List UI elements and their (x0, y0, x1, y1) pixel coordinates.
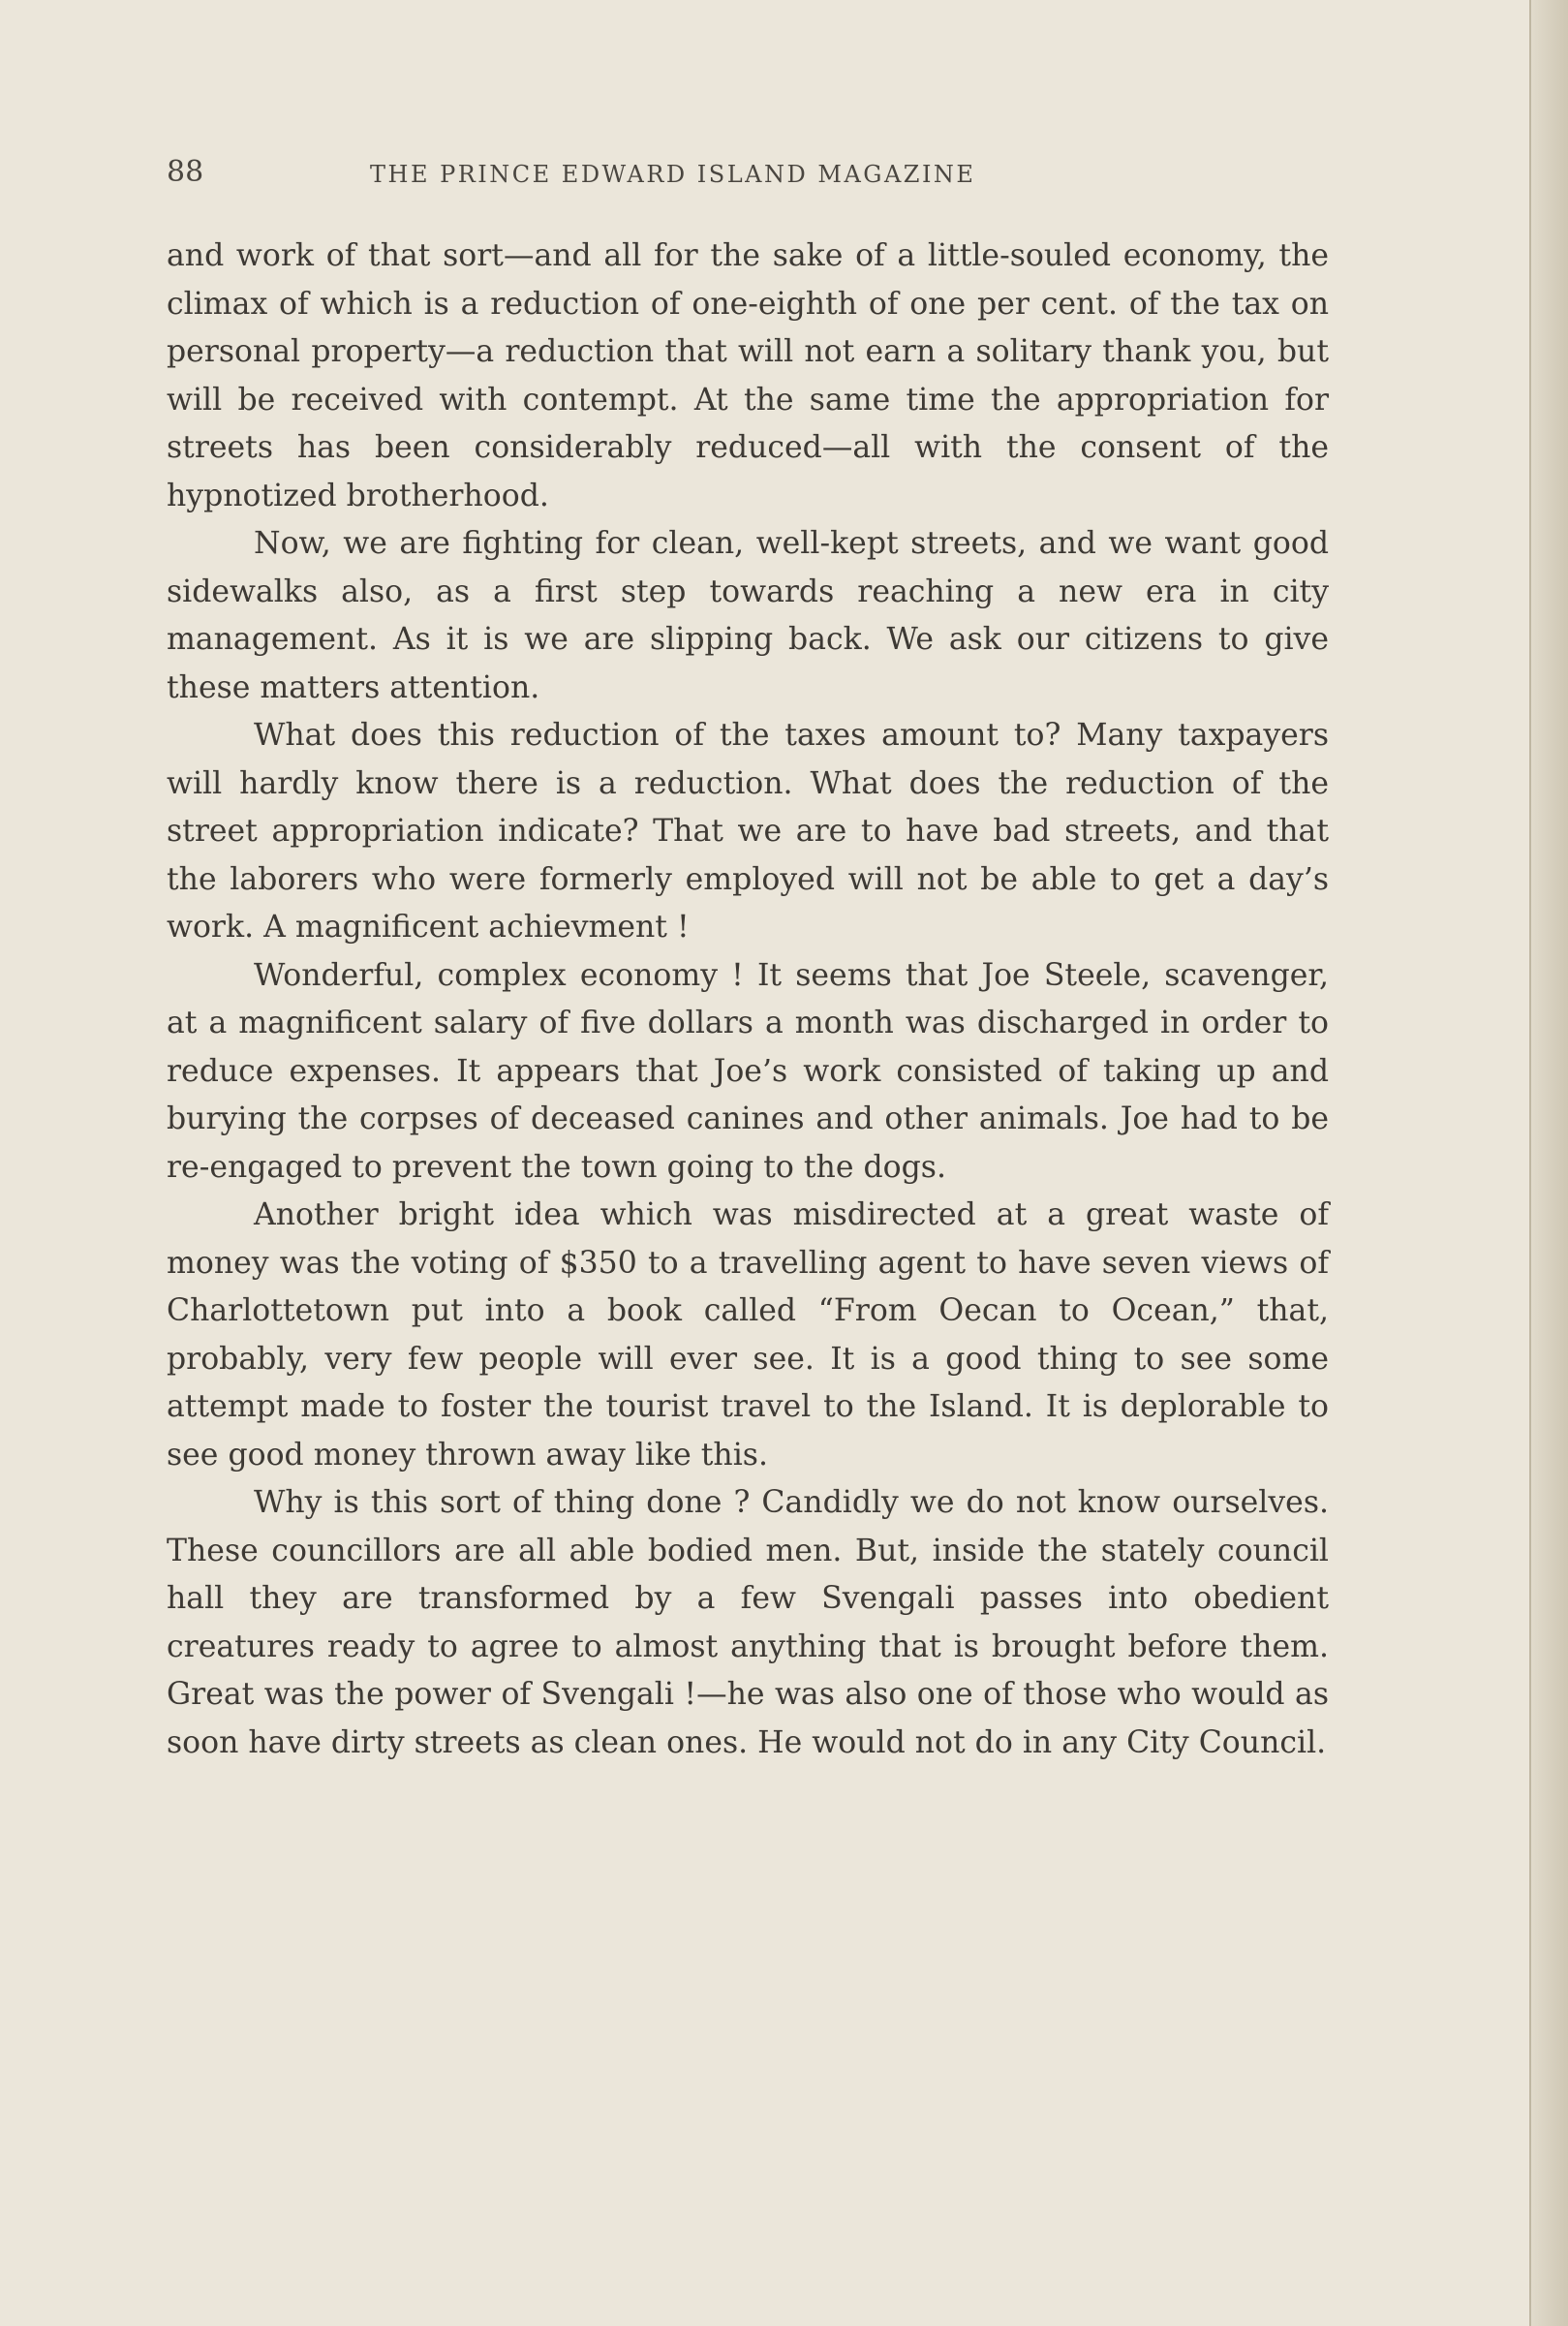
paragraph-6: Why is this sort of thing done ? Candidly we do not know ourselves. These councillors are all able bodied men. But, inside the stately council hall they are transformed by a few Svengali passes into obedient creatures ready to agree to almost anything that is brought before them. Great was the power of Svengali !—he was also one of those who would as soon have dirty streets as clean ones. He would not do in any City Council. (167, 1485, 1329, 1760)
paragraph-3: What does this reduction of the taxes amount to? Many taxpayers will hardly know there is a reduction. What does the reduction of the street appropriation indicate? That we are to have bad streets, and that the laborers who were formerly employed will not be able to get a day’s work. A magnificent achievment ! (167, 718, 1329, 945)
running-title: THE PRINCE EDWARD ISLAND MAGAZINE (370, 161, 976, 188)
page-edge (1529, 0, 1568, 2326)
page-edge-line (1529, 0, 1531, 2326)
paragraph-4: Wonderful, complex economy ! It seems that Joe Steele, scavenger, at a magnificent salary of five dollars a month was discharged in order to reduce expenses. It appears that Joe’s work consisted of taking up and burying the corpses of deceased canines and other animals. Joe had to be re-engaged to prevent the town going to the dogs. (167, 957, 1329, 1185)
article-body (167, 233, 1329, 1767)
paragraph-2: Now, we are fighting for clean, well-kept streets, and we want good sidewalks also, as a first step towards reaching a new era in city management. As it is we are slipping back. We ask our citizens to give these matters attention. (167, 526, 1329, 705)
paragraph-5: Another bright idea which was misdirected at a great waste of money was the voting of $350 to a travelling agent to have seven views of Charlottetown put into a book called “From Oecan to Ocean,” that, probably, very few people will ever see. It is a good thing to see some attempt made to foster the tourist travel to the Island. It is deplorable to see good money thrown away like this. (167, 1197, 1329, 1473)
page-number: 88 (167, 155, 204, 189)
paragraph-1: and work of that sort—and all for the sake of a little-souled economy, the climax of which is a reduction of one-eighth of one per cent. of the tax on personal property—a reduction that will not earn a solitary thank you, but will be received with contempt. At the same time the appropriation for streets has been considerably reduced—all with the consent of the hypnotized brotherhood. (167, 238, 1329, 513)
